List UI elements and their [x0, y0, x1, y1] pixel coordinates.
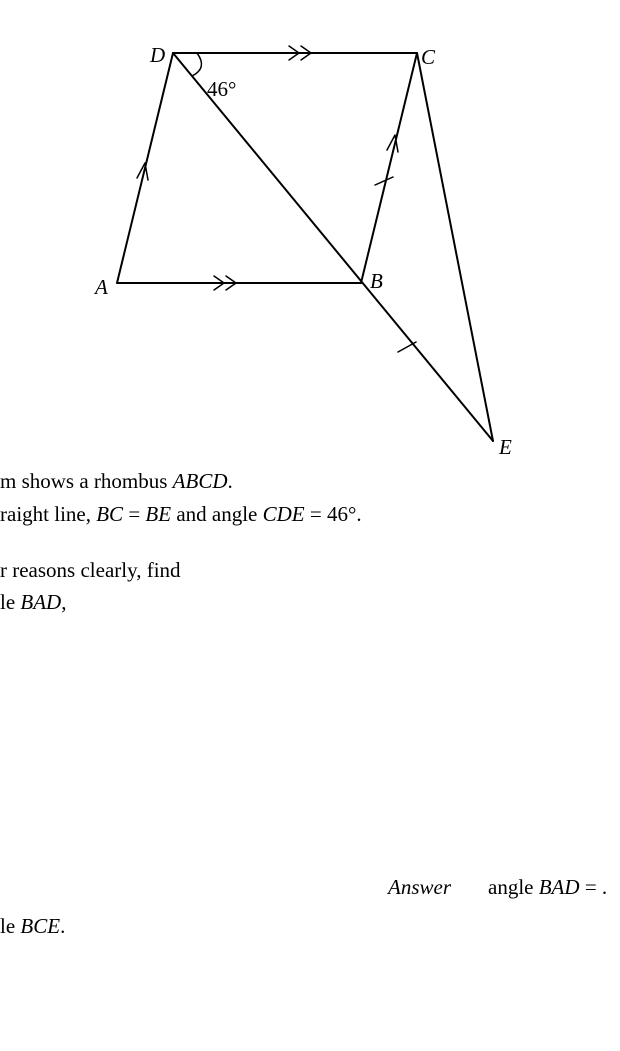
side-da — [117, 53, 173, 283]
answer-line — [488, 875, 607, 899]
question-line-2-text: raight line, — [0, 502, 97, 526]
side-bc — [361, 53, 417, 283]
angle-label: 46° — [207, 77, 237, 101]
answer-angle-bad: BAD — [538, 875, 580, 899]
answer-word: Answer — [388, 875, 451, 899]
answer-equals: = . — [579, 875, 608, 899]
question-line-1-text: m shows a rhombus — [0, 469, 173, 493]
label-c: C — [421, 45, 436, 69]
equals-sign: = — [123, 502, 146, 526]
question-line-5 — [0, 914, 65, 938]
equal-tick-bc — [375, 177, 393, 185]
question-line-4-text: le — [0, 590, 21, 614]
label-d: D — [150, 43, 166, 67]
question-line-1 — [0, 469, 233, 493]
answer-label — [388, 875, 451, 899]
label-e: E — [499, 435, 512, 459]
segment-bc: BC — [96, 502, 124, 526]
question-line-2 — [0, 502, 362, 526]
question-line-1-end: . — [227, 469, 233, 493]
line-ce — [417, 53, 493, 441]
angle-cde: CDE — [262, 502, 305, 526]
question-line-4 — [0, 590, 66, 614]
question-line-4-end: , — [61, 590, 67, 614]
angle-bce: BCE — [20, 914, 61, 938]
question-line-2-end: = 46°. — [304, 502, 362, 526]
label-b: B — [370, 269, 383, 293]
angle-arc-d — [192, 53, 201, 76]
segment-be: BE — [145, 502, 172, 526]
question-line-5-text: le — [0, 914, 21, 938]
line-de — [173, 53, 493, 441]
rhombus-diagram — [0, 0, 620, 470]
angle-bad: BAD — [20, 590, 62, 614]
rhombus-name: ABCD — [172, 469, 228, 493]
equal-tick-be — [398, 342, 416, 352]
label-a: A — [95, 275, 108, 299]
question-line-5-end: . — [60, 914, 66, 938]
question-line-3: r reasons clearly, find — [0, 558, 181, 582]
question-line-2-mid: and angle — [171, 502, 263, 526]
answer-angle-word: angle — [488, 875, 539, 899]
